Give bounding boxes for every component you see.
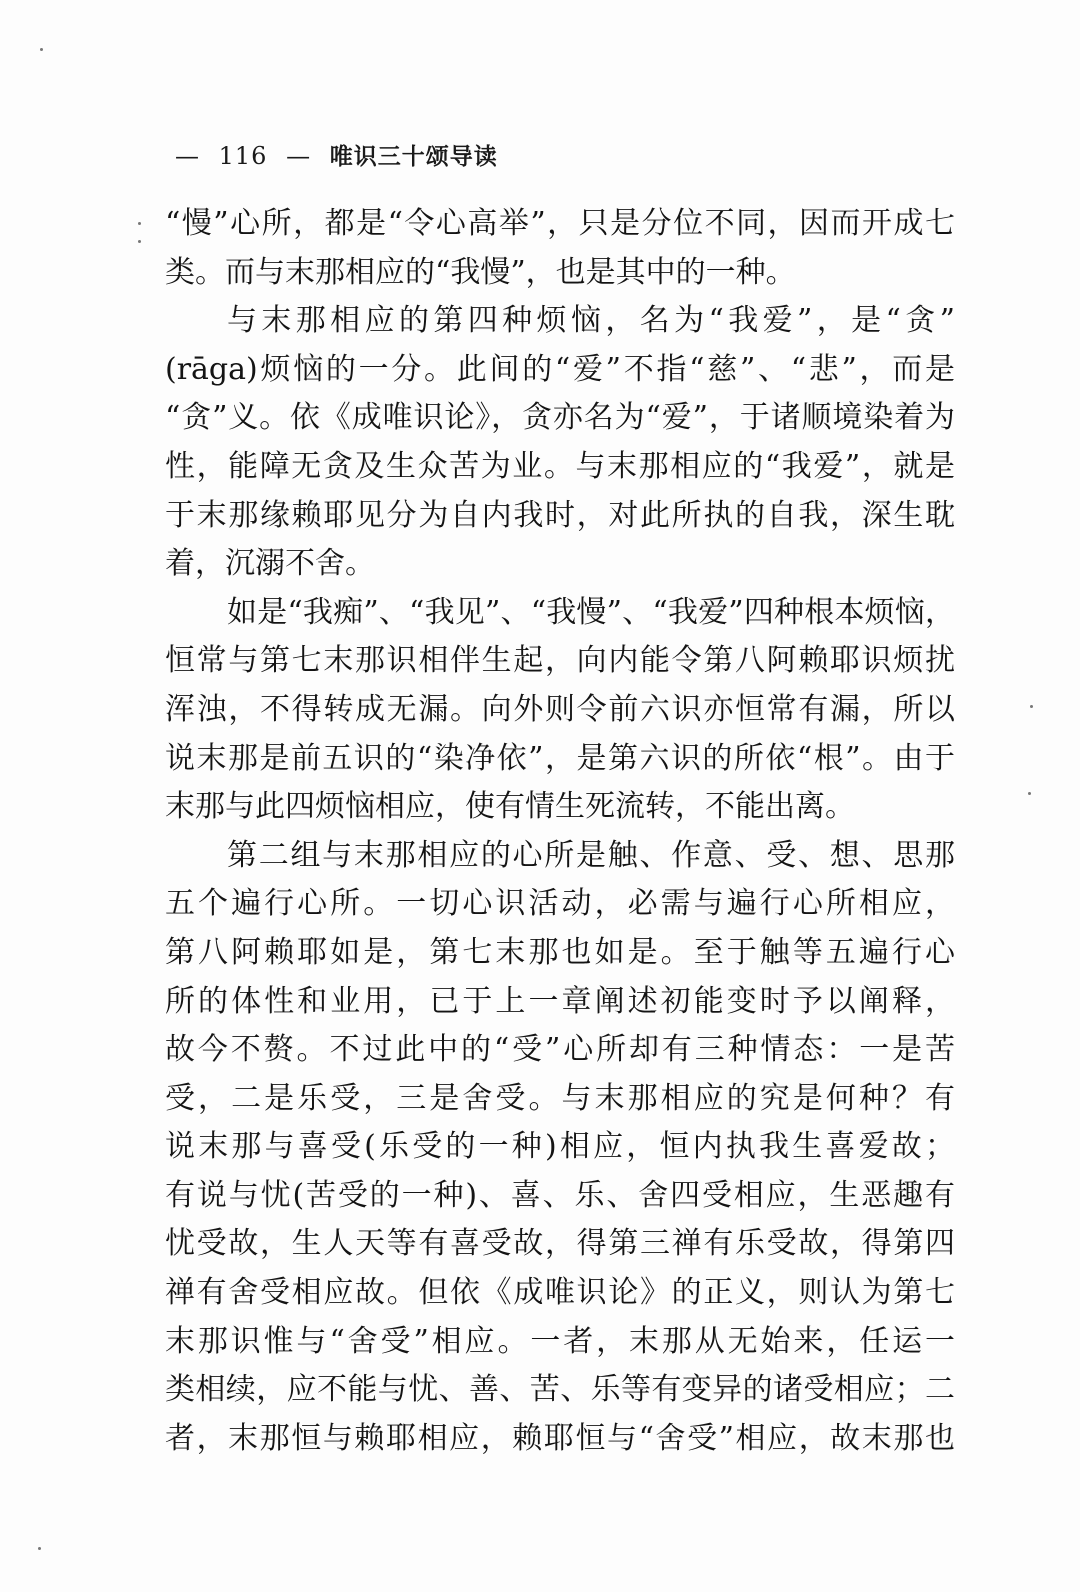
text-line: 着，沉溺不舍。 — [165, 546, 375, 582]
text-line: 末那识惟与“舍受”相应。一者，末那从无始来，任运一 — [165, 1323, 955, 1359]
text-line: 恒常与第七末那识相伴生起，向内能令第八阿赖耶识烦扰 — [165, 643, 955, 679]
text-line: 说末那是前五识的“染净依”，是第六识的所依“根”。由于 — [165, 740, 955, 776]
scan-speck — [40, 48, 43, 51]
body-text — [165, 200, 955, 1463]
running-header — [165, 138, 498, 171]
text-line: 故今不赘。不过此中的“受”心所却有三种情态：一是苦 — [165, 1032, 955, 1068]
text-line: 有说与忧(苦受的一种)、喜、乐、舍四受相应，生恶趣有 — [165, 1177, 955, 1213]
scan-speck — [1030, 705, 1033, 708]
text-line: 类。而与末那相应的“我慢”，也是其中的一种。 — [165, 254, 796, 290]
text-line: 类相续，应不能与忧、善、苦、乐等有变异的诸受相应；二 — [165, 1372, 955, 1408]
text-line: 受，二是乐受，三是舍受。与末那相应的究是何种？有 — [165, 1080, 955, 1116]
text-line: 第八阿赖耶如是，第七末那也如是。至于触等五遍行心 — [165, 934, 955, 970]
text-line: 忧受故，生人天等有喜受故，得第三禅有乐受故，得第四 — [165, 1226, 955, 1262]
text-line: 说末那与喜受(乐受的一种)相应，恒内执我生喜爱故； — [165, 1129, 955, 1165]
text-line: 浑浊，不得转成无漏。向外则令前六识亦恒常有漏，所以 — [165, 691, 955, 727]
paragraph-start-line: 如是“我痴”、“我见”、“我慢”、“我爱”四种根本烦恼， — [227, 594, 955, 630]
book-title: 唯识三十颂导读 — [329, 144, 498, 170]
scan-speck — [138, 240, 141, 243]
scan-speck — [1028, 792, 1031, 795]
text-line: (rāga)烦恼的一分。此间的“爱”不指“慈”、“悲”，而是 — [165, 351, 955, 387]
text-line: “慢”心所，都是“令心高举”，只是分位不同，因而开成七 — [165, 206, 955, 241]
page-number: 116 — [218, 142, 268, 170]
header-dash-right: — — [286, 142, 312, 170]
paragraph-start-line: 第二组与末那相应的心所是触、作意、受、想、思那 — [227, 837, 955, 873]
scan-speck — [38, 1547, 41, 1550]
text-line: 于末那缘赖耶见分为自内我时，对此所执的自我，深生耽 — [165, 497, 955, 533]
text-line: “贪”义。依《成唯识论》，贪亦名为“爱”，于诸顺境染着为 — [165, 400, 955, 436]
scan-speck — [138, 222, 141, 225]
text-line: 性，能障无贪及生众苦为业。与末那相应的“我爱”，就是 — [165, 448, 955, 484]
paragraph-start-line: 与末那相应的第四种烦恼，名为“我爱”，是“贪” — [227, 303, 955, 339]
text-line: 末那与此四烦恼相应，使有情生死流转，不能出离。 — [165, 789, 855, 825]
text-line: 所的体性和业用，已于上一章阐述初能变时予以阐释， — [165, 983, 955, 1019]
text-line: 五个遍行心所。一切心识活动，必需与遍行心所相应， — [165, 886, 955, 922]
header-dash-left: — — [175, 142, 200, 170]
text-line: 者，末那恒与赖耶相应，赖耶恒与“舍受”相应，故末那也 — [165, 1420, 955, 1456]
text-line: 禅有舍受相应故。但依《成唯识论》的正义，则认为第七 — [165, 1275, 955, 1311]
